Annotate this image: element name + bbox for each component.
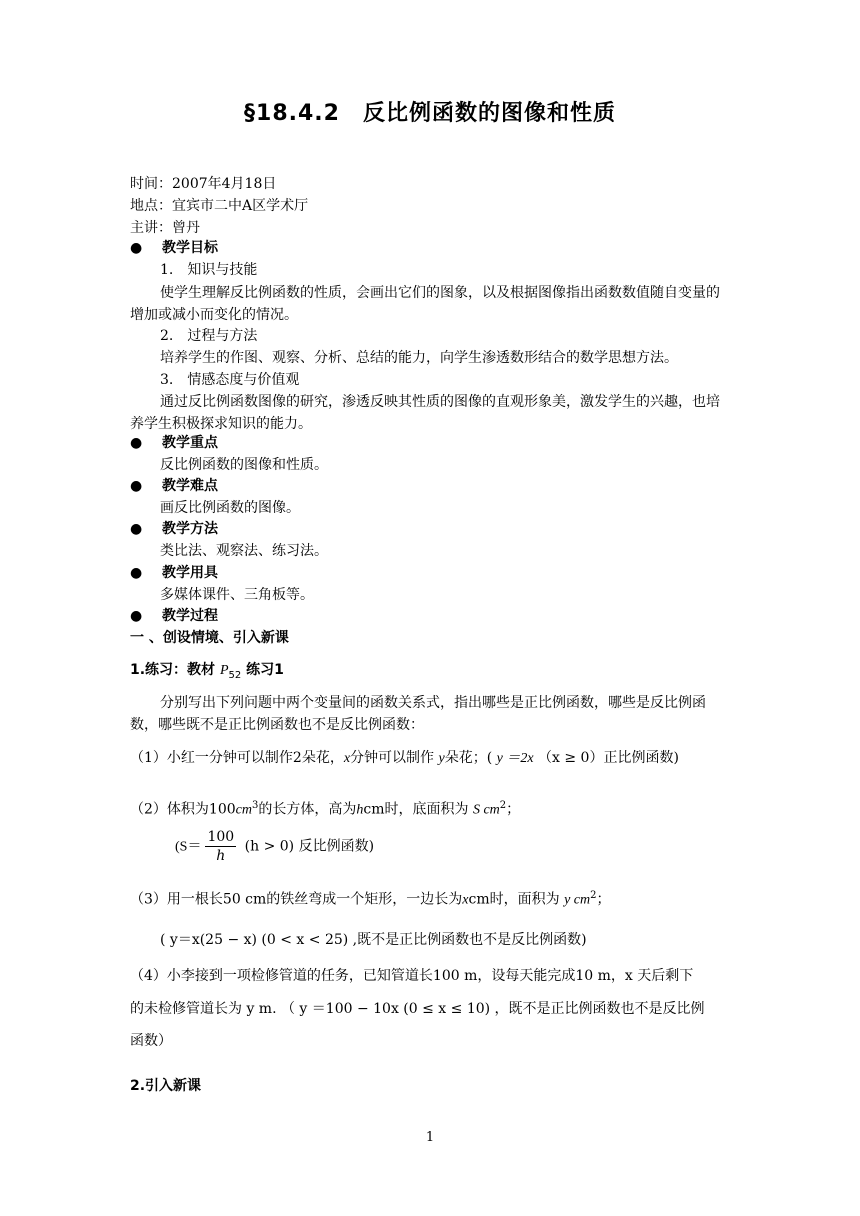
q2-power-2: 2 [499,800,507,811]
objective-3-text: 通过反比例函数图像的研究，渗透反映其性质的图像的直观形象美，激发学生的兴趣，也培养学生积极探求知识的能力。 [130,394,720,432]
q1-text-c: 朵花；( [444,750,493,766]
key-points-text: 反比例函数的图像和性质。 [160,457,328,473]
objective-3-title: 3. 情感态度与价值观 [160,372,300,388]
objective-1-text: 使学生理解反比例函数的性质，会画出它们的图象，以及根据图像指出函数数值随自变量的增加或减小而变化的情况。 [130,285,720,323]
key-points-row [130,433,218,453]
question-2-answer [175,828,374,865]
exercise-page-var: P [219,663,229,678]
meta-place: 地点：宜宾市二中A区学术厅 [130,198,309,214]
question-4-line-2: 的未检修管道长为 y m. （ y ＝100 − 10x (0 ≤ x ≤ 10) ，既不是正比例函数也不是反比例 [130,1001,705,1017]
q1-text-b: 分钟可以制作 [350,750,435,766]
q2-text-a: （2）体积为 [130,801,209,818]
question-1 [130,748,679,769]
tools-row [130,563,218,583]
objective-1-title: 1. 知识与技能 [160,262,258,278]
q2-answer-a: (S＝ [175,839,202,855]
tools-heading: 教学用具 [162,565,218,581]
q1-var-y: y [438,751,445,766]
difficulty-heading: 教学难点 [162,478,218,494]
q1-var-x: x [343,751,351,766]
q2-text-d: ； [506,801,521,818]
methods-text: 类比法、观察法、练习法。 [160,543,328,559]
q3-text-a: （3）用一根长50 cm的铁丝弯成一个矩形，一边长为 [130,891,463,908]
objective-2-title: 2. 过程与方法 [160,328,258,344]
bullet-icon: ● [130,565,143,581]
difficulty-text: 画反比例函数的图像。 [160,500,300,516]
q2-fraction [205,828,236,865]
question-3-answer: ( y＝x(25 − x) (0 < x < 25) ,既不是正比例函数也不是反比例函数) [160,932,587,948]
question-4-line-3: 函数） [130,1033,172,1049]
question-4-line-1: （4）小李接到一项检修管道的任务，已知管道长100 m，设每天能完成10 m，x 天后剩下 [130,968,694,984]
section-1-heading: 一 、创设情境、引入新课 [130,630,289,646]
q2-var-h: h [356,802,364,818]
q2-fraction-numerator: 100 [207,829,235,845]
q1-condition: （x ≥ 0）正比例函数) [538,750,679,766]
exercise-heading [130,660,284,686]
objectives-heading-row [130,238,218,258]
q2-volume: 100 [208,801,236,818]
exercise-intro: 分别写出下列问题中两个变量间的函数关系式，指出哪些是正比例函数，哪些是反比例函数，哪些既不是正比例函数也不是反比例函数： [130,695,706,733]
q2-var-S: S cm [472,802,500,818]
page-title: §18.4.2 反比例函数的图像和性质 [244,101,616,126]
key-points-heading: 教学重点 [162,435,218,451]
q3-power: 2 [590,890,597,901]
q2-unit: cm [235,802,252,818]
methods-row [130,519,218,539]
methods-heading: 教学方法 [162,521,218,537]
objectives-heading: 教学目标 [162,240,218,256]
q2-power: 3 [251,800,259,811]
q2-fraction-denominator: h [216,848,226,864]
bullet-icon: ● [130,521,143,537]
section-2-heading: 2.引入新课 [130,1078,202,1094]
q3-var-x: x [462,892,469,908]
q3-text-c: ； [596,891,611,908]
bullet-icon: ● [130,435,143,451]
q2-text-b: 的长方体，高为 [258,801,357,818]
tools-text: 多媒体课件、三角板等。 [160,587,314,603]
meta-time: 时间：2007年4月18日 [130,176,277,192]
exercise-label-a: 1.练习：教材 [130,662,216,678]
exercise-page-sub: 52 [228,669,242,681]
process-heading: 教学过程 [162,608,218,624]
process-row [130,606,218,626]
q3-var-y: y cm [564,892,591,908]
question-3 [130,886,611,911]
q1-text-a: （1）小红一分钟可以制作2朵花， [130,750,344,766]
bullet-icon: ● [130,478,143,494]
meta-speaker: 主讲：曾丹 [130,220,200,236]
q3-text-b: cm时，面积为 [468,891,560,908]
objective-2-text: 培养学生的作图、观察、分析、总结的能力，向学生渗透数形结合的数学思想方法。 [160,350,678,366]
q2-answer-b: (h > 0) 反比例函数) [244,838,375,855]
exercise-label-b: 练习1 [246,662,284,678]
bullet-icon: ● [130,240,143,256]
q1-formula: y ＝2x [496,751,534,766]
q2-text-c: cm时，底面积为 [363,801,469,818]
bullet-icon: ● [130,608,143,624]
difficulty-row [130,476,218,496]
page-number: 1 [425,1130,435,1145]
question-2 [130,796,520,821]
